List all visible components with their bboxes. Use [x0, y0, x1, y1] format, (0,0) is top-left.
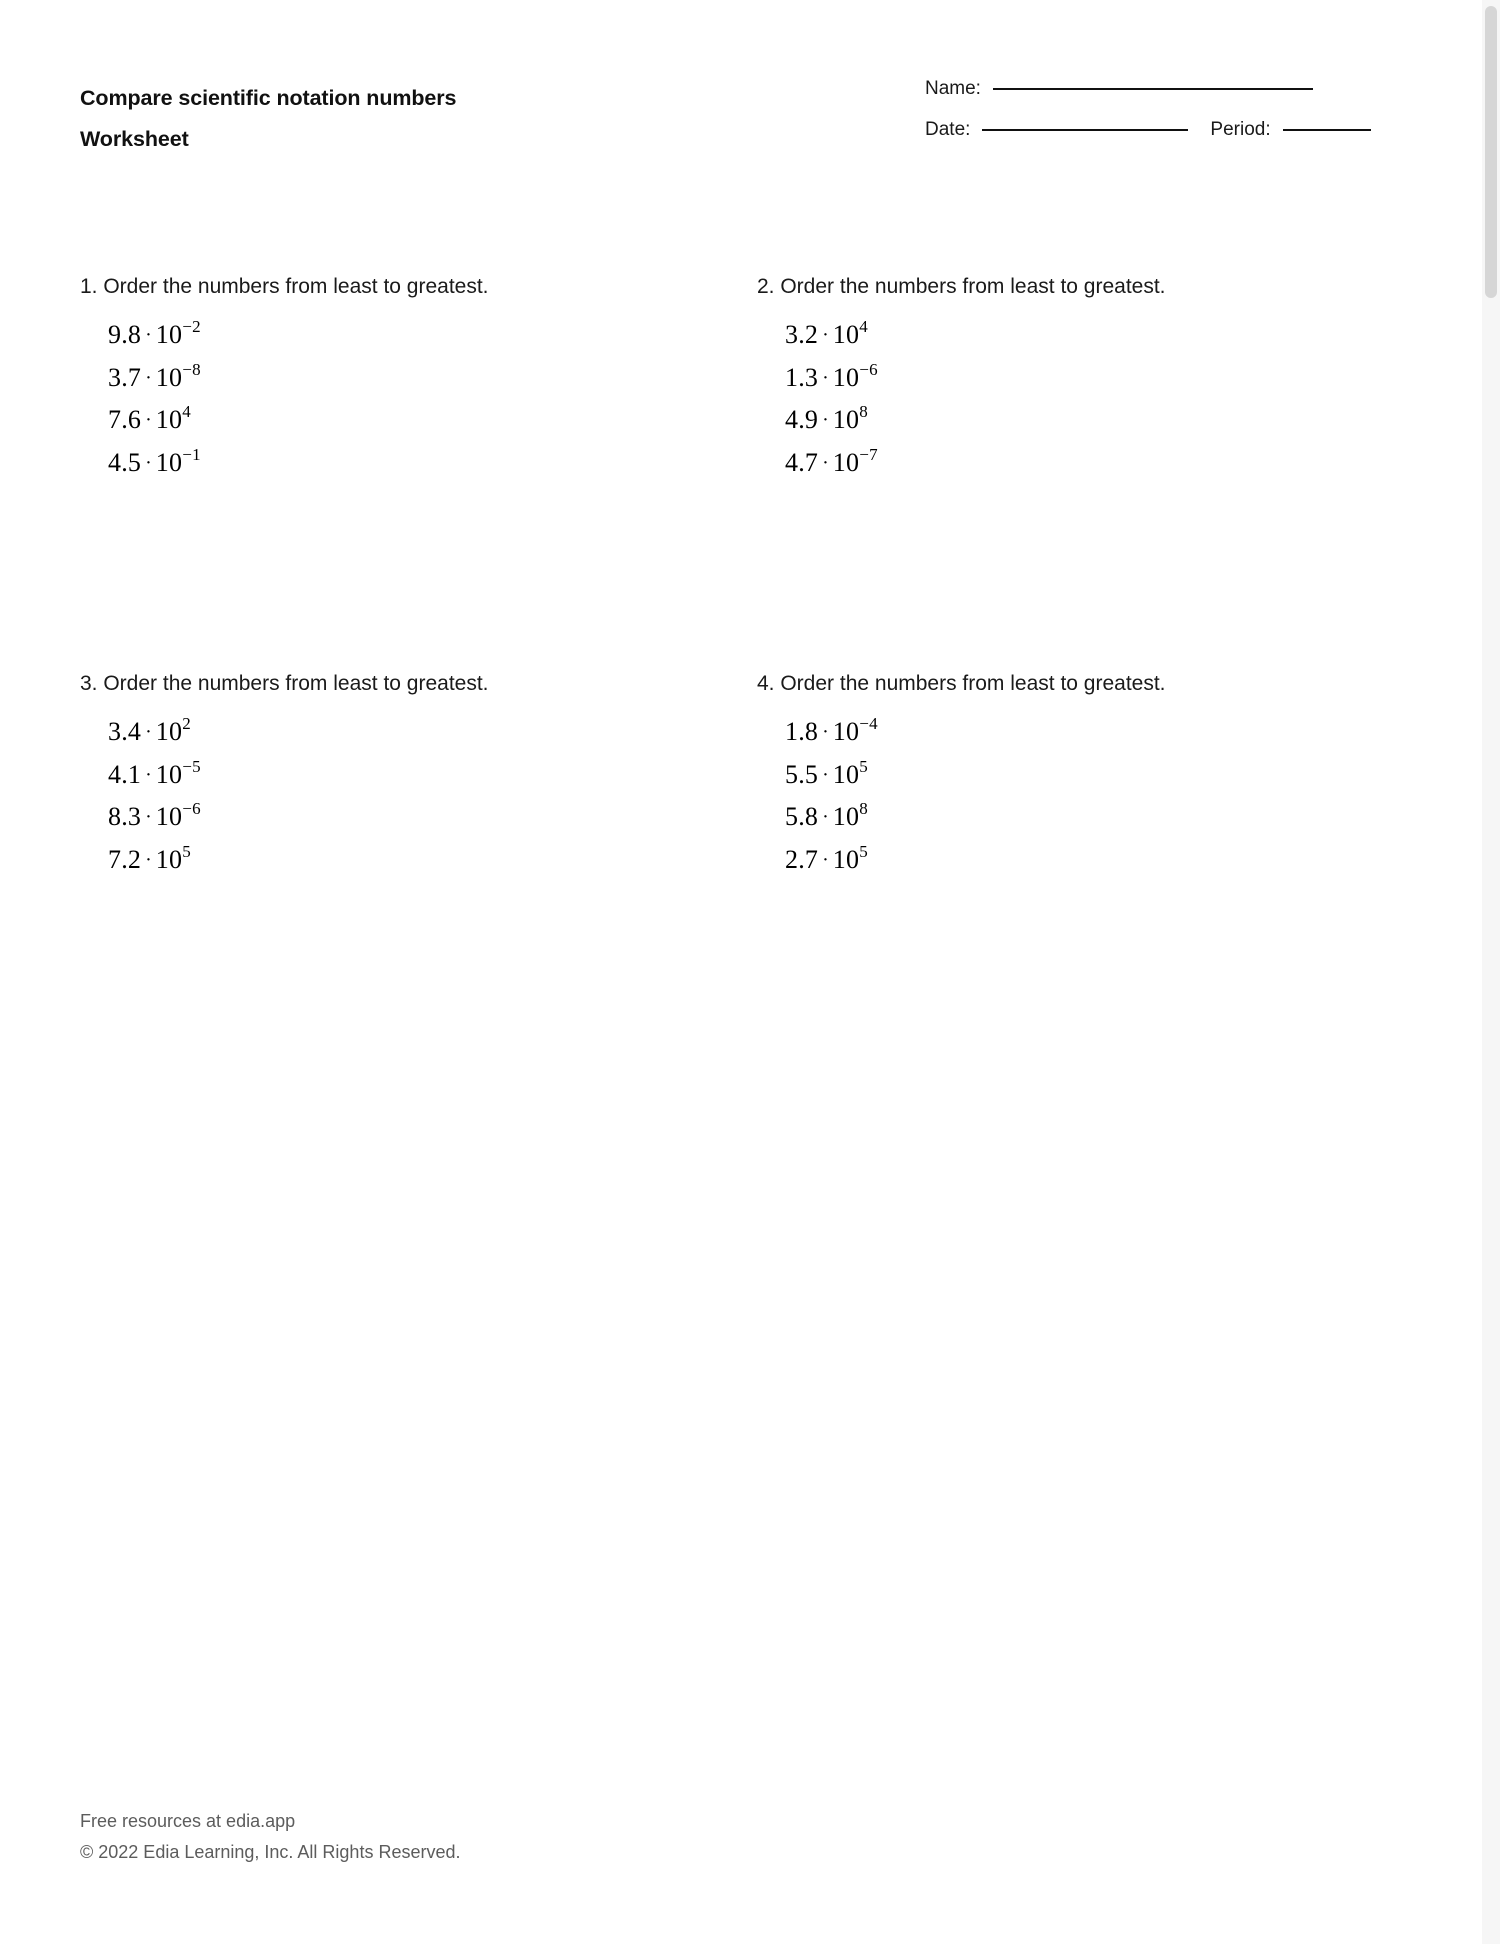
multiplication-dot-icon: ·: [822, 721, 829, 743]
base: 10: [155, 447, 183, 477]
list-item: [80, 400, 741, 443]
list-item: [80, 443, 741, 486]
page-title-line-1: Compare scientific notation numbers: [80, 86, 457, 110]
exponent: −1: [182, 444, 201, 464]
page-title: [80, 78, 720, 160]
multiplication-dot-icon: ·: [145, 763, 152, 786]
list-item: [80, 797, 741, 840]
base: 10: [832, 320, 860, 349]
multiplication-dot-icon: ·: [145, 451, 152, 474]
problem-2: [741, 272, 1402, 485]
date-input-line[interactable]: [982, 129, 1188, 131]
exponent: −8: [182, 359, 201, 379]
mantissa: 4.9: [785, 405, 819, 434]
page-footer: [80, 1806, 980, 1868]
name-field-row: [925, 78, 1405, 119]
exponent: 8: [859, 799, 868, 819]
mantissa: 8.3: [108, 802, 142, 831]
base: 10: [832, 802, 860, 831]
multiplication-dot-icon: ·: [145, 806, 152, 828]
exponent: −6: [182, 799, 201, 819]
list-item: [80, 712, 741, 755]
student-info-fields: [925, 78, 1405, 160]
date-label: Date:: [925, 119, 971, 140]
base: 10: [155, 717, 183, 746]
list-item: [80, 358, 741, 401]
list-item: [757, 755, 1402, 798]
mantissa: 1.8: [785, 717, 819, 746]
base: 10: [155, 362, 183, 392]
page-title-line-2: Worksheet: [80, 127, 189, 151]
problem-3-number-list: [80, 712, 741, 882]
problem-3-prompt: 3. Order the numbers from least to greatest.: [80, 672, 489, 695]
base: 10: [832, 405, 860, 434]
list-item: [757, 358, 1402, 401]
mantissa: 3.4: [108, 717, 142, 746]
mantissa: 5.8: [785, 802, 819, 831]
problem-row-2: [80, 669, 1402, 882]
multiplication-dot-icon: ·: [145, 721, 152, 743]
mantissa: 4.7: [785, 447, 819, 477]
list-item: [757, 400, 1402, 443]
problem-1-prompt: 1. Order the numbers from least to greatest.: [80, 275, 489, 298]
period-label: Period:: [1210, 119, 1271, 140]
mantissa: 9.8: [108, 320, 142, 349]
base: 10: [155, 759, 183, 789]
worksheet-header: [80, 78, 1402, 158]
list-item: [757, 797, 1402, 840]
mantissa: 5.5: [785, 759, 819, 789]
multiplication-dot-icon: ·: [822, 366, 829, 389]
mantissa: 2.7: [785, 844, 819, 874]
footer-copyright-text: © 2022 Edia Learning, Inc. All Rights Reserved.: [80, 1842, 461, 1862]
exponent: 5: [182, 841, 191, 861]
exponent: 2: [182, 714, 191, 734]
mantissa: 4.1: [108, 759, 142, 789]
mantissa: 1.3: [785, 362, 819, 392]
list-item: [80, 315, 741, 358]
multiplication-dot-icon: ·: [822, 763, 829, 786]
exponent: 5: [859, 756, 868, 776]
exponent: −4: [859, 714, 878, 734]
mantissa: 7.2: [108, 844, 142, 874]
list-item: [757, 840, 1402, 883]
multiplication-dot-icon: ·: [145, 366, 152, 389]
exponent: −2: [182, 317, 201, 337]
multiplication-dot-icon: ·: [822, 451, 829, 474]
problem-3: [80, 669, 741, 882]
exponent: −6: [859, 359, 878, 379]
exponent: 4: [859, 317, 868, 337]
base: 10: [832, 362, 860, 392]
base: 10: [832, 759, 860, 789]
base: 10: [155, 320, 183, 349]
problem-2-number-list: [757, 315, 1402, 485]
vertical-scrollbar-thumb[interactable]: [1485, 6, 1497, 298]
exponent: −5: [182, 756, 201, 776]
exponent: −7: [859, 444, 878, 464]
problem-row-1: [80, 272, 1402, 485]
mantissa: 7.6: [108, 405, 142, 434]
multiplication-dot-icon: ·: [145, 324, 152, 346]
problem-4-number-list: [757, 712, 1402, 882]
list-item: [757, 712, 1402, 755]
problem-1: [80, 272, 741, 485]
mantissa: 4.5: [108, 447, 142, 477]
list-item: [80, 840, 741, 883]
base: 10: [155, 844, 183, 874]
base: 10: [832, 447, 860, 477]
multiplication-dot-icon: ·: [145, 848, 152, 871]
list-item: [757, 443, 1402, 486]
footer-resources-text: Free resources at edia.app: [80, 1811, 296, 1831]
problem-2-prompt: 2. Order the numbers from least to greatest.: [757, 275, 1166, 298]
multiplication-dot-icon: ·: [822, 409, 829, 431]
list-item: [757, 315, 1402, 358]
date-period-field-row: [925, 119, 1405, 160]
exponent: 5: [859, 841, 868, 861]
mantissa: 3.7: [108, 362, 142, 392]
mantissa: 3.2: [785, 320, 819, 349]
base: 10: [155, 405, 183, 434]
vertical-scrollbar[interactable]: [1482, 0, 1500, 1944]
exponent: 4: [182, 402, 191, 422]
period-input-line[interactable]: [1283, 129, 1371, 131]
problems-container: [80, 272, 1402, 882]
multiplication-dot-icon: ·: [822, 324, 829, 346]
list-item: [80, 755, 741, 798]
exponent: 8: [859, 402, 868, 422]
name-label: Name:: [925, 78, 981, 99]
multiplication-dot-icon: ·: [822, 848, 829, 871]
name-input-line[interactable]: [993, 88, 1313, 90]
base: 10: [155, 802, 183, 831]
problem-4-prompt: 4. Order the numbers from least to greatest.: [757, 672, 1166, 695]
multiplication-dot-icon: ·: [145, 409, 152, 431]
base: 10: [832, 717, 860, 746]
problem-1-number-list: [80, 315, 741, 485]
multiplication-dot-icon: ·: [822, 806, 829, 828]
base: 10: [832, 844, 860, 874]
problem-4: [741, 669, 1402, 882]
